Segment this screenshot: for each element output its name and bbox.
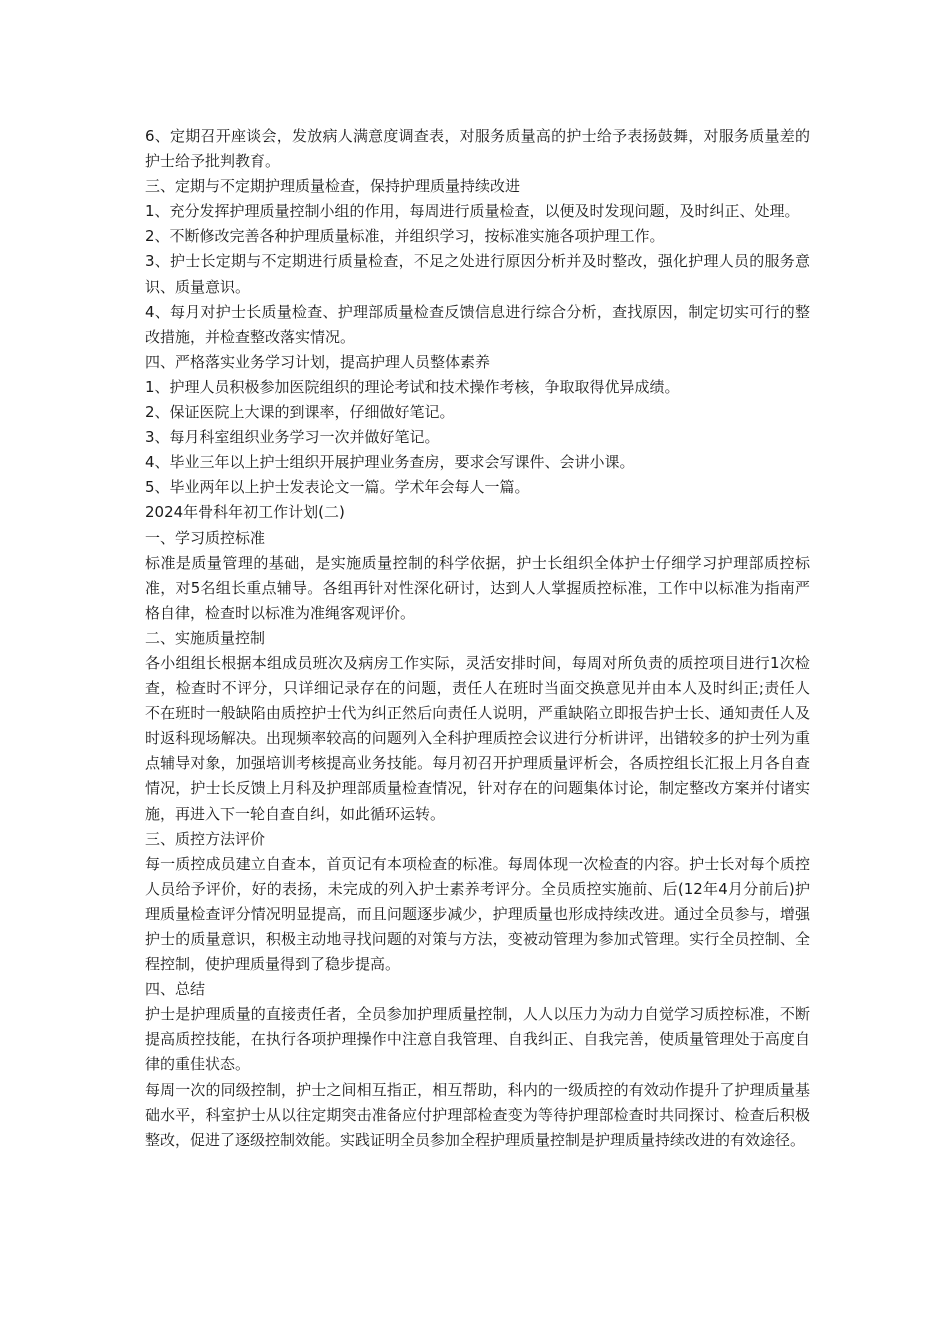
- paragraph-item-4-4: 4、毕业三年以上护士组织开展护理业务查房，要求会写课件、会讲小课。: [145, 453, 635, 472]
- paragraph-item-4-1: 1、护理人员积极参加医院组织的理论考试和技术操作考核，争取取得优异成绩。: [145, 377, 680, 396]
- document-subtitle: 2024年骨科年初工作计划(二): [145, 503, 345, 522]
- paragraph-study-standards: 标准是质量管理的基础，是实施质量控制的科学依据，护士长组织全体护士仔细学习护理部质控标准，对5名组长重点辅导。各组再针对性深化研讨，达到人人掌握质控标准，工作中以标准为指南严格自律，检查时以标准为准绳客观评价。: [145, 553, 810, 622]
- section-heading-4: 四、严格落实业务学习计划，提高护理人员整体素养: [145, 352, 491, 371]
- paragraph-item-4-5: 5、毕业两年以上护士发表论文一篇。学术年会每人一篇。: [145, 478, 530, 497]
- section-heading-summary: 四、总结: [145, 980, 206, 999]
- section-heading-quality-control: 二、实施质量控制: [145, 628, 266, 647]
- paragraph-item-4-3: 3、每月科室组织业务学习一次并做好笔记。: [145, 428, 440, 447]
- paragraph-item-4-2: 2、保证医院上大课的到课率，仔细做好笔记。: [145, 403, 455, 422]
- paragraph-item-3-1: 1、充分发挥护理质量控制小组的作用，每周进行质量检查，以便及时发现问题，及时纠正、处理。: [145, 202, 800, 221]
- document-body: [145, 124, 810, 1153]
- paragraph-item-3-4: 4、每月对护士长质量检查、护理部质量检查反馈信息进行综合分析，查找原因，制定切实可行的整改措施，并检查整改落实情况。: [145, 302, 810, 346]
- paragraph-item-3-3: 3、护士长定期与不定期进行质量检查，不足之处进行原因分析并及时整改，强化护理人员的服务意识、质量意识。: [145, 252, 810, 296]
- paragraph-quality-control: 各小组组长根据本组成员班次及病房工作实际，灵活安排时间，每周对所负责的质控项目进行1次检查，检查时不评分，只详细记录存在的问题，责任人在班时当面交换意见并由本人及时纠正;责任人不在班时一般缺陷由质控护士代为纠正然后向责任人说明，严重缺陷立即报告护士长、通知责任人及时返科现场解决。出现频率较高的问题列入全科护理质控会议进行分析讲评，出错较多的护士列为重点辅导对象，加强培训考核提高业务技能。每月初召开护理质量评析会，各质控组长汇报上月各自查情况，护士长反馈上月科及护理部质量检查情况，针对存在的问题集体讨论，制定整改方案并付诸实施，再进入下一轮自查自纠，如此循环运转。: [145, 653, 810, 823]
- paragraph-item-6: 6、定期召开座谈会，发放病人满意度调查表，对服务质量高的护士给予表扬鼓舞，对服务质量差的护士给予批判教育。: [145, 127, 810, 171]
- section-heading-study-standards: 一、学习质控标准: [145, 528, 266, 547]
- paragraph-summary-1: 护士是护理质量的直接责任者，全员参加护理质量控制，人人以压力为动力自觉学习质控标准，不断提高质控技能，在执行各项护理操作中注意自我管理、自我纠正、自我完善，使质量管理处于高度自律的重佳状态。: [145, 1005, 810, 1074]
- section-heading-method-evaluation: 三、质控方法评价: [145, 829, 266, 848]
- paragraph-item-3-2: 2、不断修改完善各种护理质量标准，并组织学习，按标准实施各项护理工作。: [145, 227, 665, 246]
- paragraph-summary-2: 每周一次的同级控制，护士之间相互指正，相互帮助，科内的一级质控的有效动作提升了护理质量基础水平，科室护士从以往定期突击准备应付护理部检查变为等待护理部检查时共同探讨、检查后积极整改，促进了逐级控制效能。实践证明全员参加全程护理质量控制是护理质量持续改进的有效途径。: [145, 1080, 810, 1149]
- section-heading-3: 三、定期与不定期护理质量检查，保持护理质量持续改进: [145, 177, 521, 196]
- paragraph-method-evaluation: 每一质控成员建立自查本，首页记有本项检查的标准。每周体现一次检查的内容。护士长对每个质控人员给予评价，好的表扬，未完成的列入护士素养考评分。全员质控实施前、后(12年4月分前后)护理质量检查评分情况明显提高，而且问题逐步减少，护理质量也形成持续改进。通过全员参与，增强护士的质量意识，积极主动地寻找问题的对策与方法，变被动管理为参加式管理。实行全员控制、全程控制，使护理质量得到了稳步提高。: [145, 854, 810, 974]
